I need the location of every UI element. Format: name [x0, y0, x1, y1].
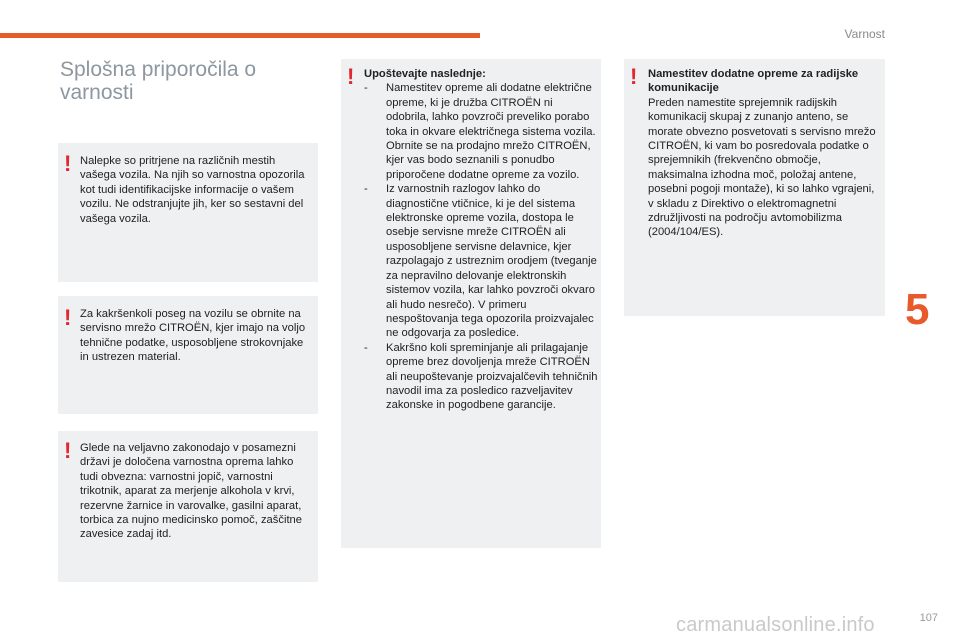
list-item-text: Iz varnostnih razlogov lahko do diagnostične vtičnice, ki je del sistema elektronske opreme vozila, dostopa le osebje servisne mreže CITROËN ali usposobljene servisne delavnice, kjer razpolagajo z ustreznim orodjem (tveganje za nepravilno delovanje elektronskih sistemov vozila, kar lahko povzroči okvaro ali hudo nesrečo). V primeru nespoštovanja tega opozorila proizvajalec ne odgovarja za posledice.: [386, 183, 597, 340]
warning-icon: !: [64, 438, 72, 463]
paragraph: Nalepke so pritrjene na različnih mestih vašega vozila. Na njih so varnostna opozorila kot tudi identifikacijske informacije o vašem vozilu. Ne odstranjujte jih, ker so sestavni del vašega vozila.: [80, 155, 305, 225]
paragraph: Glede na veljavno zakonodajo v posamezni državi je določena varnostna oprema lahko tudi obvezna: varnostni jopič, varnostni trikotnik, aparat za merjenje alkohola v krvi, rezervne žarnice in varovalke, gasilni aparat, torbica za nujno medicinsko pomoč, zaščitne zavesice zadaj itd.: [80, 442, 302, 541]
warning-icon: !: [64, 151, 72, 176]
list-dash: -: [364, 82, 368, 95]
warning-text-labels: [80, 154, 314, 226]
page-number: 107: [919, 612, 938, 624]
list-item: [364, 182, 598, 340]
box-heading: Namestitev dodatne opreme za radijske komunikacije: [648, 68, 859, 95]
warning-icon: !: [347, 64, 355, 89]
watermark: carmanualsonline.info: [676, 614, 875, 636]
list-dash: -: [364, 341, 368, 354]
page-title: Splošna priporočila o varnosti: [60, 58, 257, 104]
section-label: Varnost: [844, 27, 885, 41]
warning-text-legislation: [80, 441, 314, 542]
warning-text-radio: [648, 67, 880, 240]
warning-text-accessories: [364, 67, 598, 413]
list-item-text: Namestitev opreme ali dodatne električne opreme, ki je družba CITROËN ni odobrila, lahko povzroči preveliko porabo toka in okvare električnega sistema vozila. Obrnite se na prodajno mrežo CITROËN, kjer vas bodo seznanili s ponudbo priporočene dodatne opreme za vozilo.: [386, 82, 596, 181]
chapter-number: 5: [905, 285, 930, 334]
header-accent-bar: [0, 33, 480, 38]
paragraph: Za kakršenkoli poseg na vozilu se obrnite na servisno mrežo CITROËN, kjer imajo na voljo tehnične podatke, usposobljene strokovnjake in ustrezen material.: [80, 308, 306, 364]
list-item: [364, 81, 598, 182]
paragraph: Preden namestite sprejemnik radijskih komunikacij skupaj z zunanjo anteno, se morate obvezno posvetovati s servisno mrežo CITROËN, ki vam bo posredovala podatke o sprejemnikih (frekvenčno območje, maksimalna izhodna moč, položaj antene, posebni pogoji montaže), ki so lahko vgrajeni, v skladu z Direktivo o elektromagnetni združljivosti na področju avtomobilizma (2004/104/ES).: [648, 96, 876, 239]
list-dash: -: [364, 183, 368, 196]
warning-icon: !: [64, 305, 72, 330]
warning-text-service: [80, 307, 314, 365]
list-item-text: Kakršno koli spreminjanje ali prilagajanje opreme brez dovoljenja mreže CITROËN ali neupoštevanje proizvajalčevih tehničnih navodil ima za posledico razveljavitev zakonske in pogodbene garancije.: [386, 341, 598, 412]
list-item: [364, 341, 598, 413]
warning-icon: !: [630, 64, 638, 89]
box-heading: Upoštevajte naslednje:: [364, 68, 486, 80]
